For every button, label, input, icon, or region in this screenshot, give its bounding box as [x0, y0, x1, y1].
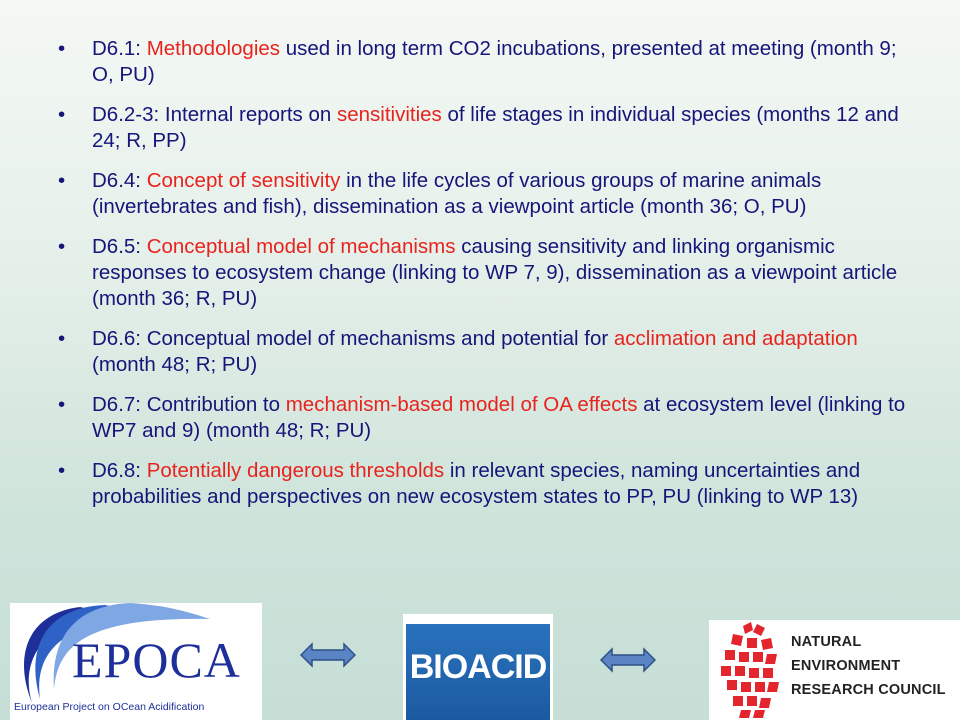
- list-item: • D6.8: Potentially dangerous thresholds in relevant species, naming uncertainties and probabilities and perspectives on new ecosystem states to PP, PU (linking to WP 13): [58, 459, 861, 508]
- epoca-name: EPOCA: [72, 632, 241, 688]
- nerc-logo: [709, 620, 960, 720]
- highlight-text: acclimation and adaptation: [613, 327, 858, 350]
- highlight-text: Potentially dangerous thresholds: [146, 459, 445, 482]
- bullet-marker: •: [58, 235, 66, 258]
- bullet-marker: •: [58, 327, 66, 350]
- bullet-marker: •: [58, 169, 66, 192]
- list-item: • D6.1: Methodologies used in long term CO2 incubations, presented at meeting (month 9; O, PU): [58, 37, 897, 86]
- list-item: • D6.7: Contribution to mechanism-based model of OA effects at ecosystem level (linking to WP7 and 9) (month 48; R; PU): [58, 393, 906, 442]
- list-item: • D6.2-3: Internal reports on sensitivities of life stages in individual species (months 12 and 24; R, PP): [58, 103, 899, 152]
- list-item: • D6.6: Conceptual model of mechanisms and potential for acclimation and adaptation (month 48; R; PU): [58, 327, 858, 376]
- bullet-marker: •: [58, 103, 66, 126]
- bioacid-logo: [403, 614, 553, 720]
- list-item: • D6.5: Conceptual model of mechanisms causing sensitivity and linking organismic responses to ecosystem change (linking to WP 7, 9), dissemination as a viewpoint article (month 36; R, PU): [58, 235, 898, 310]
- epoca-logo: [10, 603, 262, 720]
- bioacid-name: BIOACID: [409, 648, 547, 686]
- highlight-text: Methodologies: [146, 37, 281, 60]
- deliverables-list: [58, 36, 918, 524]
- bullet-marker: •: [58, 459, 66, 482]
- highlight-text: Concept of sensitivity: [146, 169, 341, 192]
- list-item: • D6.4: Concept of sensitivity in the life cycles of various groups of marine animals (invertebrates and fish), dissemination as a viewpoint article (month 36; O, PU): [58, 169, 822, 218]
- epoca-subtitle: European Project on OCean Acidification: [14, 701, 205, 713]
- highlight-text: sensitivities: [337, 103, 442, 126]
- double-arrow-icon: [600, 647, 656, 673]
- highlight-text: mechanism-based model of OA effects: [285, 393, 638, 416]
- bullet-marker: •: [58, 37, 66, 60]
- nerc-emblem-icon: [713, 620, 793, 720]
- nerc-name-line2: ENVIRONMENT: [791, 658, 901, 674]
- nerc-name-line1: NATURAL: [791, 634, 862, 650]
- double-arrow-icon: [300, 642, 356, 668]
- nerc-name-line3: RESEARCH COUNCIL: [791, 682, 946, 698]
- bullet-marker: •: [58, 393, 66, 416]
- highlight-text: Conceptual model of mechanisms: [146, 235, 456, 258]
